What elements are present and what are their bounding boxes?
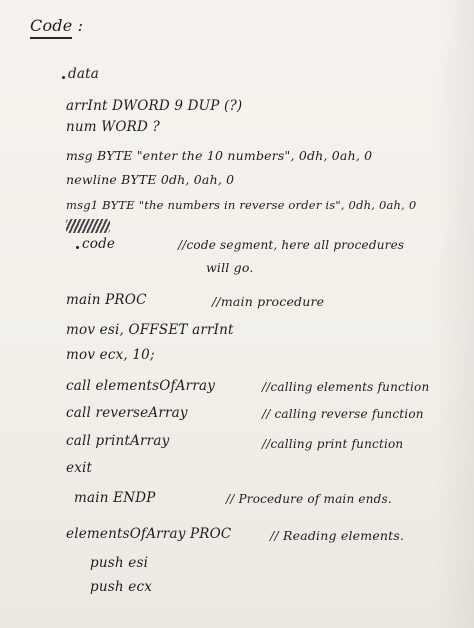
line-msg1-declaration: msg1 BYTE "the numbers in reverse order is", 0dh, 0ah, 0 xyxy=(66,198,417,212)
line-newline-declaration: newline BYTE 0dh, 0ah, 0 xyxy=(66,172,235,187)
main-endp-comment: // Procedure of main ends. xyxy=(226,492,392,506)
call-elements-comment: //calling elements function xyxy=(262,380,430,394)
elements-proc-comment: // Reading elements. xyxy=(270,528,405,543)
line-msg-declaration: msg BYTE "enter the 10 numbers", 0dh, 0ah, 0 xyxy=(66,148,373,163)
page-shadow xyxy=(434,0,474,628)
line-exit: exit xyxy=(66,460,93,476)
data-directive: data xyxy=(68,66,99,82)
line-main-proc: main PROC xyxy=(66,292,147,308)
bullet-dot xyxy=(76,246,79,249)
code-comment-line-1: //code segment, here all procedures xyxy=(178,238,405,252)
code-directive: code xyxy=(82,236,116,252)
line-arrint-declaration: arrInt DWORD 9 DUP (?) xyxy=(66,98,243,114)
call-reverse-comment: // calling reverse function xyxy=(262,407,424,421)
scribbled-out-word xyxy=(66,219,110,233)
code-comment-line-2: will go. xyxy=(206,260,254,275)
line-call-elements: call elementsOfArray xyxy=(66,378,216,394)
main-proc-comment: //main procedure xyxy=(212,294,325,309)
line-mov-ecx: mov ecx, 10; xyxy=(66,347,155,363)
line-elements-proc: elementsOfArray PROC xyxy=(66,526,232,542)
line-mov-esi: mov esi, OFFSET arrInt xyxy=(66,322,234,338)
bullet-dot xyxy=(62,76,65,79)
line-main-endp: main ENDP xyxy=(74,490,156,506)
heading-underline xyxy=(30,37,72,39)
line-num-declaration: num WORD ? xyxy=(66,119,160,135)
call-print-comment: //calling print function xyxy=(262,437,404,451)
line-call-reverse: call reverseArray xyxy=(66,405,188,421)
line-push-esi: push esi xyxy=(90,555,149,571)
heading-code: Code : xyxy=(30,16,84,35)
line-call-print: call printArray xyxy=(66,433,170,449)
line-push-ecx: push ecx xyxy=(90,579,153,595)
